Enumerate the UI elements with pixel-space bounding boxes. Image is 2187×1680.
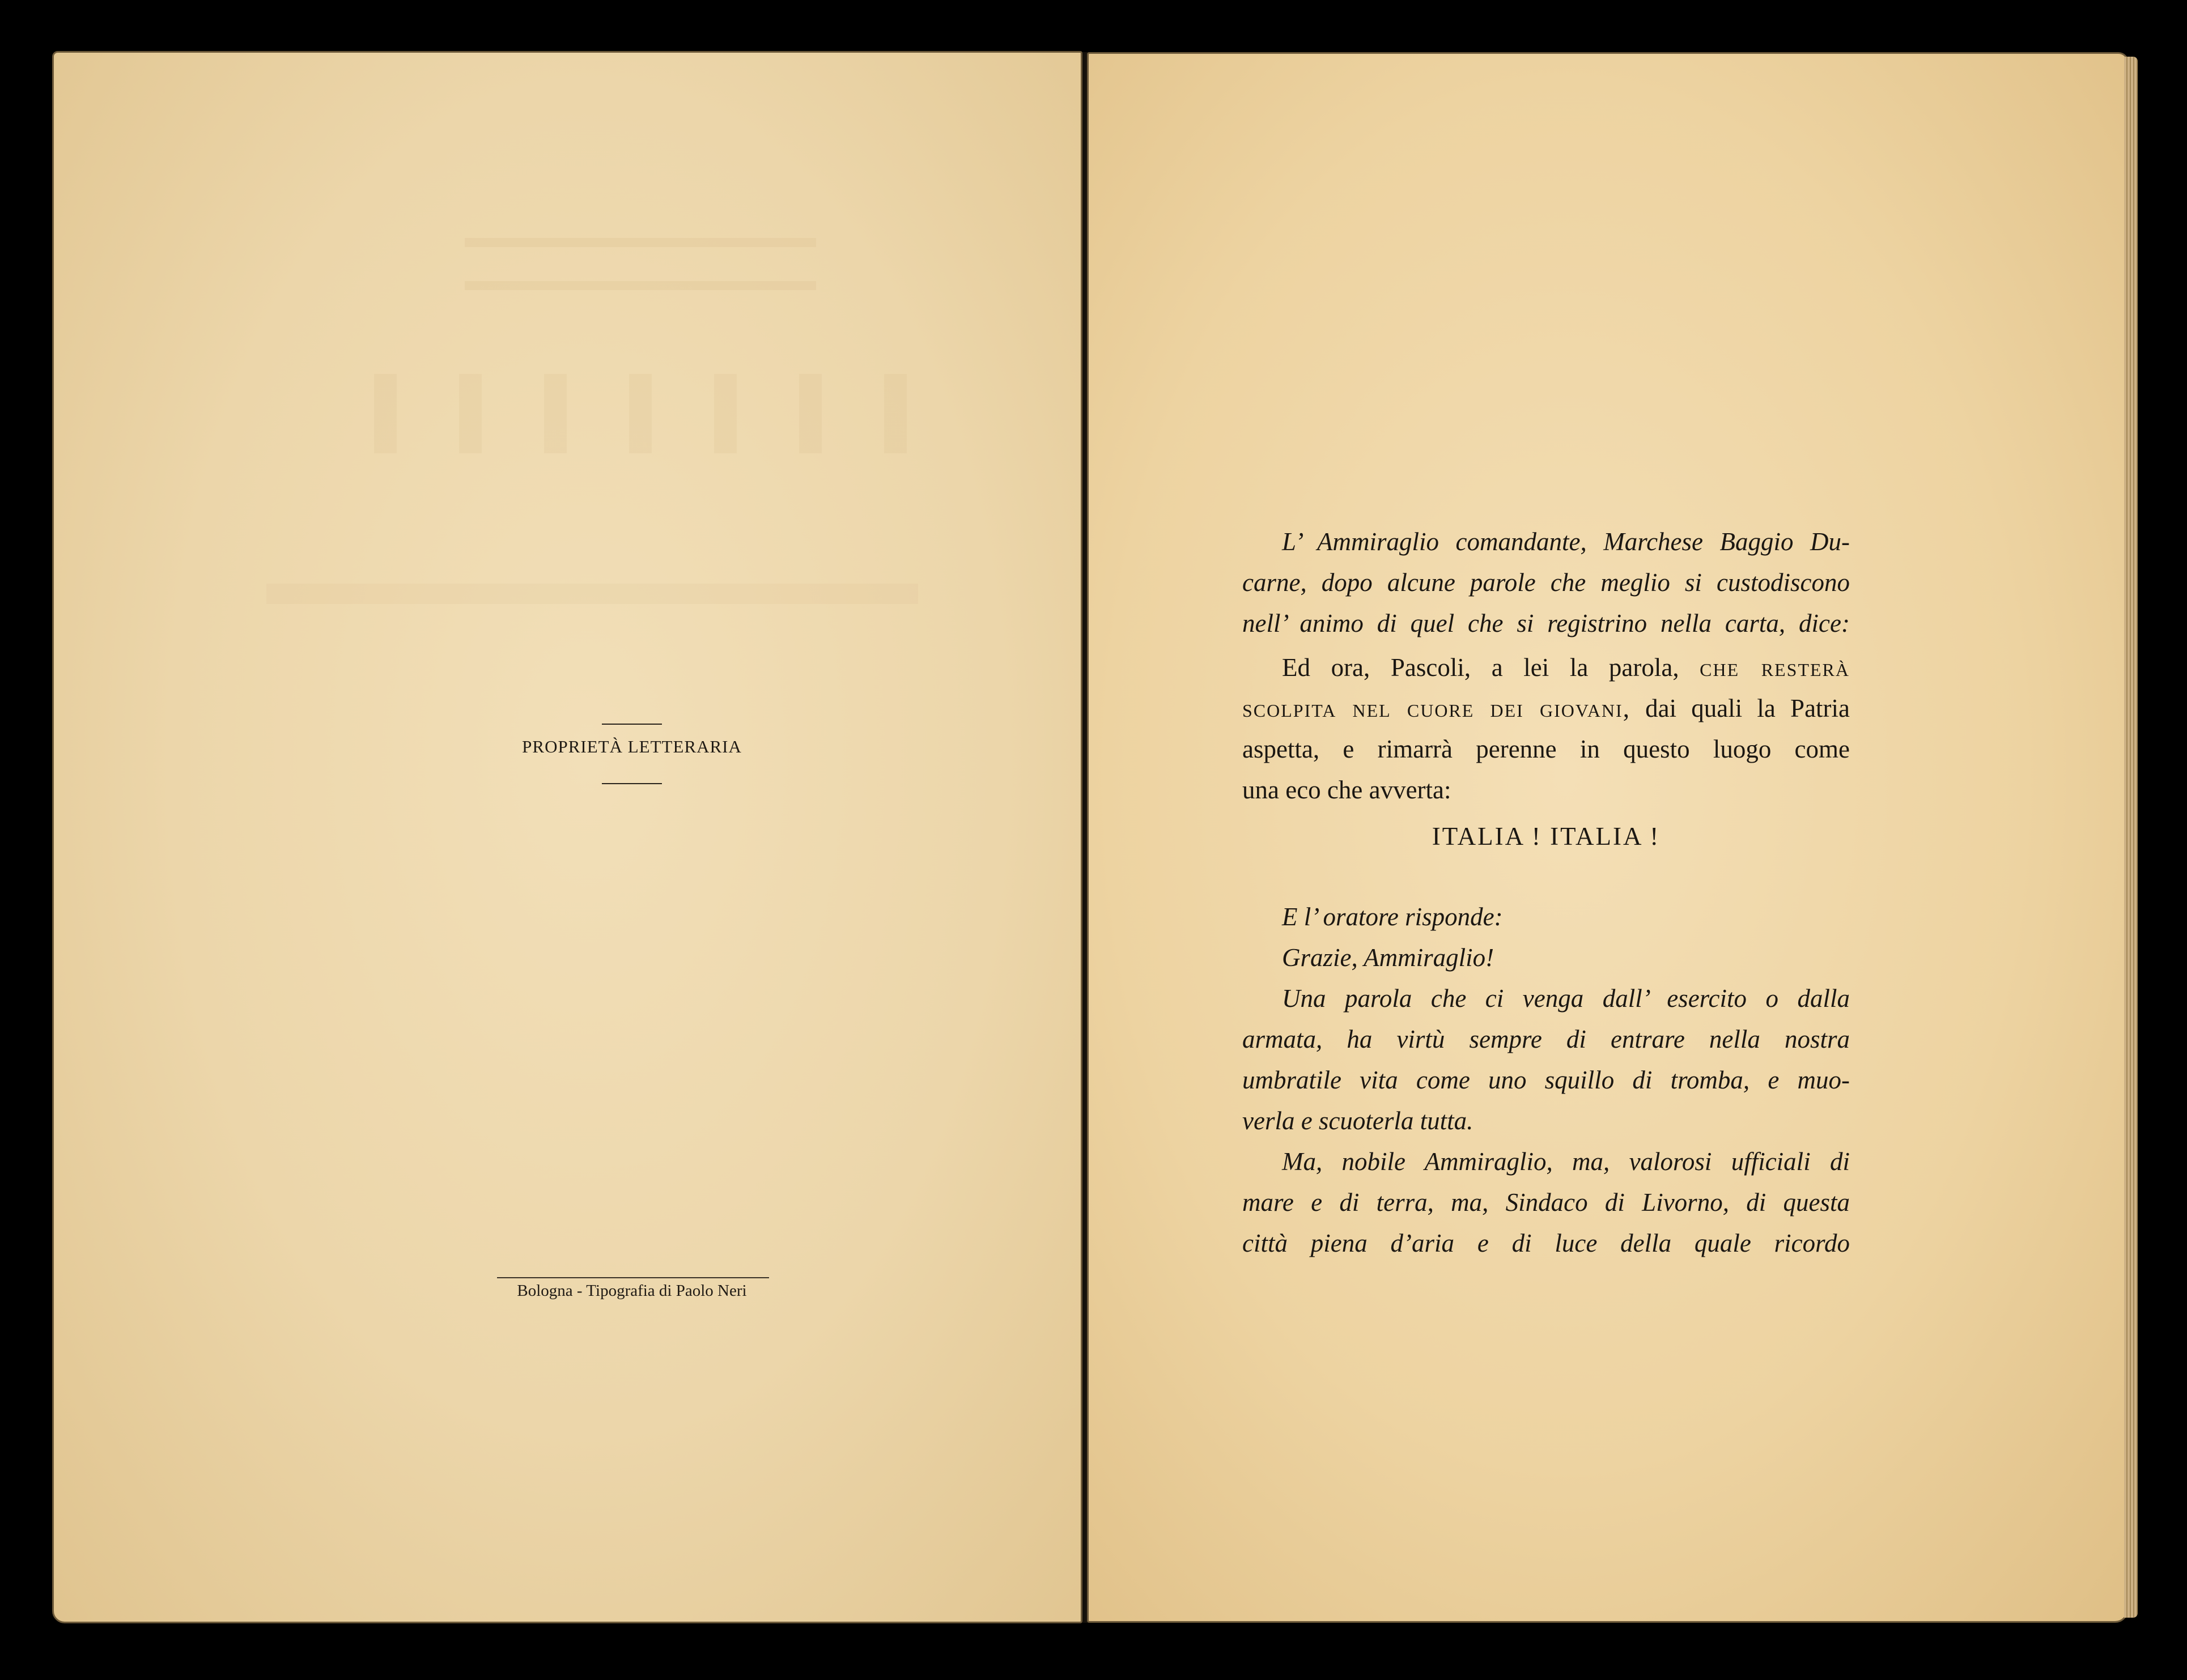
- reply-line: Grazie, Ammiraglio!: [1282, 943, 1494, 972]
- reply-line: umbratile vita come uno squillo di tromba, e muo-: [1242, 1066, 1850, 1094]
- divider-top: [602, 724, 662, 725]
- page-edge-stack: [2124, 57, 2138, 1618]
- show-through-title: [465, 238, 816, 290]
- printer-imprint: Bologna - Tipografia di Paolo Neri: [517, 1282, 747, 1300]
- reply-line: E l’ oratore risponde:: [1282, 903, 1503, 931]
- intro-line: nell’ animo di quel che si registrino nella carta, dice:: [1242, 609, 1850, 637]
- copyright-notice: PROPRIETÀ LETTERARIA: [522, 737, 742, 756]
- reply-line: armata, ha virtù sempre di entrare nella nostra: [1242, 1025, 1850, 1053]
- exclamation: ITALIA ! ITALIA !: [1432, 822, 1661, 850]
- reply-line: verla e scuoterla tutta.: [1242, 1107, 1473, 1135]
- intro-line: L’ Ammiraglio comandante, Marchese Baggio Du-: [1282, 528, 1850, 556]
- speech-line: [1242, 647, 1850, 688]
- body-text: [1242, 521, 1850, 1264]
- reply-line: Ma, nobile Ammiraglio, ma, valorosi ufficiali di: [1282, 1147, 1850, 1176]
- speech-small-caps: scolpita nel cuore dei giovani,: [1242, 694, 1630, 722]
- speech-small-caps: che resterà: [1700, 653, 1850, 682]
- show-through-subtitle: [266, 584, 918, 604]
- intro-line: carne, dopo alcune parole che meglio si custodiscono: [1242, 568, 1850, 597]
- show-through-heading: [374, 374, 907, 453]
- reply-line: Una parola che ci venga dall’ esercito o dalla: [1282, 984, 1850, 1013]
- speech-text: dai quali la Patria: [1645, 694, 1850, 722]
- speech-line: una eco che avverta:: [1242, 776, 1451, 804]
- reply-line: mare e di terra, ma, Sindaco di Livorno, di questa: [1242, 1188, 1850, 1217]
- speech-line: aspetta, e rimarrà perenne in questo luogo come: [1242, 735, 1850, 763]
- speech-text: Ed ora, Pascoli, a lei la parola,: [1282, 653, 1679, 682]
- imprint-divider: [497, 1277, 769, 1278]
- reply-line: città piena d’aria e di luce della quale ricordo: [1242, 1229, 1850, 1257]
- divider-bottom: [602, 783, 662, 784]
- speech-line: [1242, 688, 1850, 729]
